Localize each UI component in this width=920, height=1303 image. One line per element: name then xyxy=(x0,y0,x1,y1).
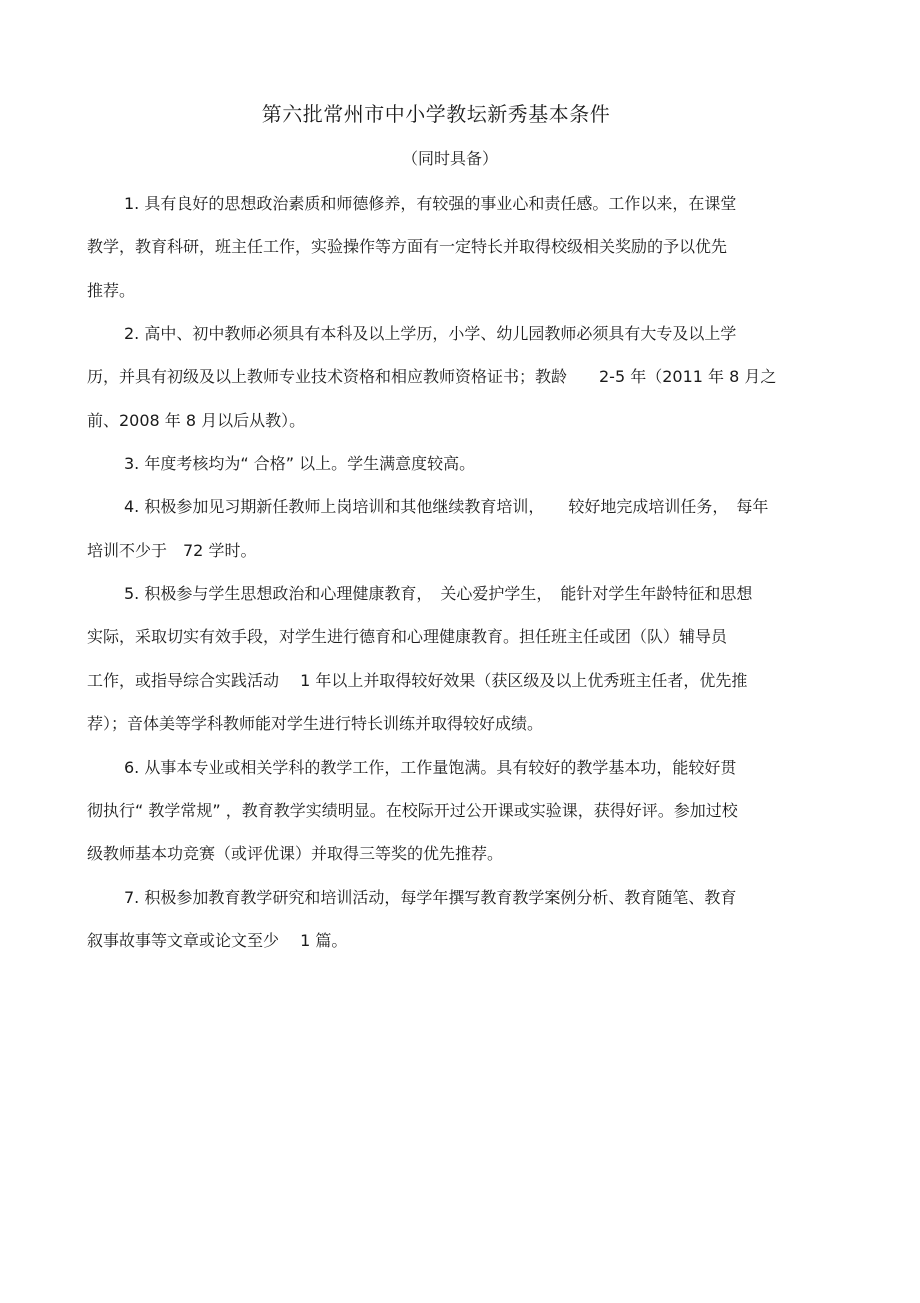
criterion-1-line-3: 推荐。 xyxy=(87,281,136,300)
criterion-6-line-1: 6. 从事本专业或相关学科的教学工作，工作量饱满。具有较好的教学基本功，能较好贯 xyxy=(124,758,737,777)
criterion-2-line-1: 2. 高中、初中教师必须具有本科及以上学历，小学、幼儿园教师必须具有大专及以上学 xyxy=(124,324,737,343)
criterion-6-line-2: 彻执行“ 教学常规” ，教育教学实绩明显。在校际开过公开课或实验课，获得好评。参加过校 xyxy=(87,801,738,820)
document-subtitle: （同时具备） xyxy=(401,149,498,168)
criterion-1-line-1: 1. 具有良好的思想政治素质和师德修养，有较强的事业心和责任感。工作以来，在课堂 xyxy=(124,194,737,213)
criterion-6-line-3: 级教师基本功竞赛（或评优课）并取得三等奖的优先推荐。 xyxy=(87,844,504,863)
criterion-7-line-2: 叙事故事等文章或论文至少 1 篇。 xyxy=(87,931,348,950)
criterion-4-line-1: 4. 积极参加见习期新任教师上岗培训和其他继续教育培训， 较好地完成培训任务， 每年 xyxy=(124,497,769,516)
criterion-5-line-2: 实际，采取切实有效手段，对学生进行德育和心理健康教育。担任班主任或团（队）辅导员 xyxy=(87,627,728,646)
criterion-2-line-3: 前、2008 年 8 月以后从教）。 xyxy=(87,411,306,430)
criterion-2-line-2: 历，并具有初级及以上教师专业技术资格和相应教师资格证书；教龄 2-5 年（2011 年 8 月之 xyxy=(87,367,777,386)
criterion-5-line-1: 5. 积极参与学生思想政治和心理健康教育， 关心爱护学生， 能针对学生年龄特征和思想 xyxy=(124,584,753,603)
criterion-3-line-1: 3. 年度考核均为“ 合格” 以上。学生满意度较高。 xyxy=(124,454,476,473)
document-title: 第六批常州市中小学教坛新秀基本条件 xyxy=(261,102,611,126)
criterion-4-line-2: 培训不少于 72 学时。 xyxy=(87,541,257,560)
criterion-5-line-4: 荐）；音体美等学科教师能对学生进行特长训练并取得较好成绩。 xyxy=(87,714,544,733)
criterion-5-line-3: 工作，或指导综合实践活动 1 年以上并取得较好效果（获区级及以上优秀班主任者，优先推 xyxy=(87,671,748,690)
criterion-7-line-1: 7. 积极参加教育教学研究和培训活动，每学年撰写教育教学案例分析、教育随笔、教育 xyxy=(124,888,737,907)
criterion-1-line-2: 教学，教育科研，班主任工作，实验操作等方面有一定特长并取得校级相关奖励的予以优先 xyxy=(87,237,728,256)
